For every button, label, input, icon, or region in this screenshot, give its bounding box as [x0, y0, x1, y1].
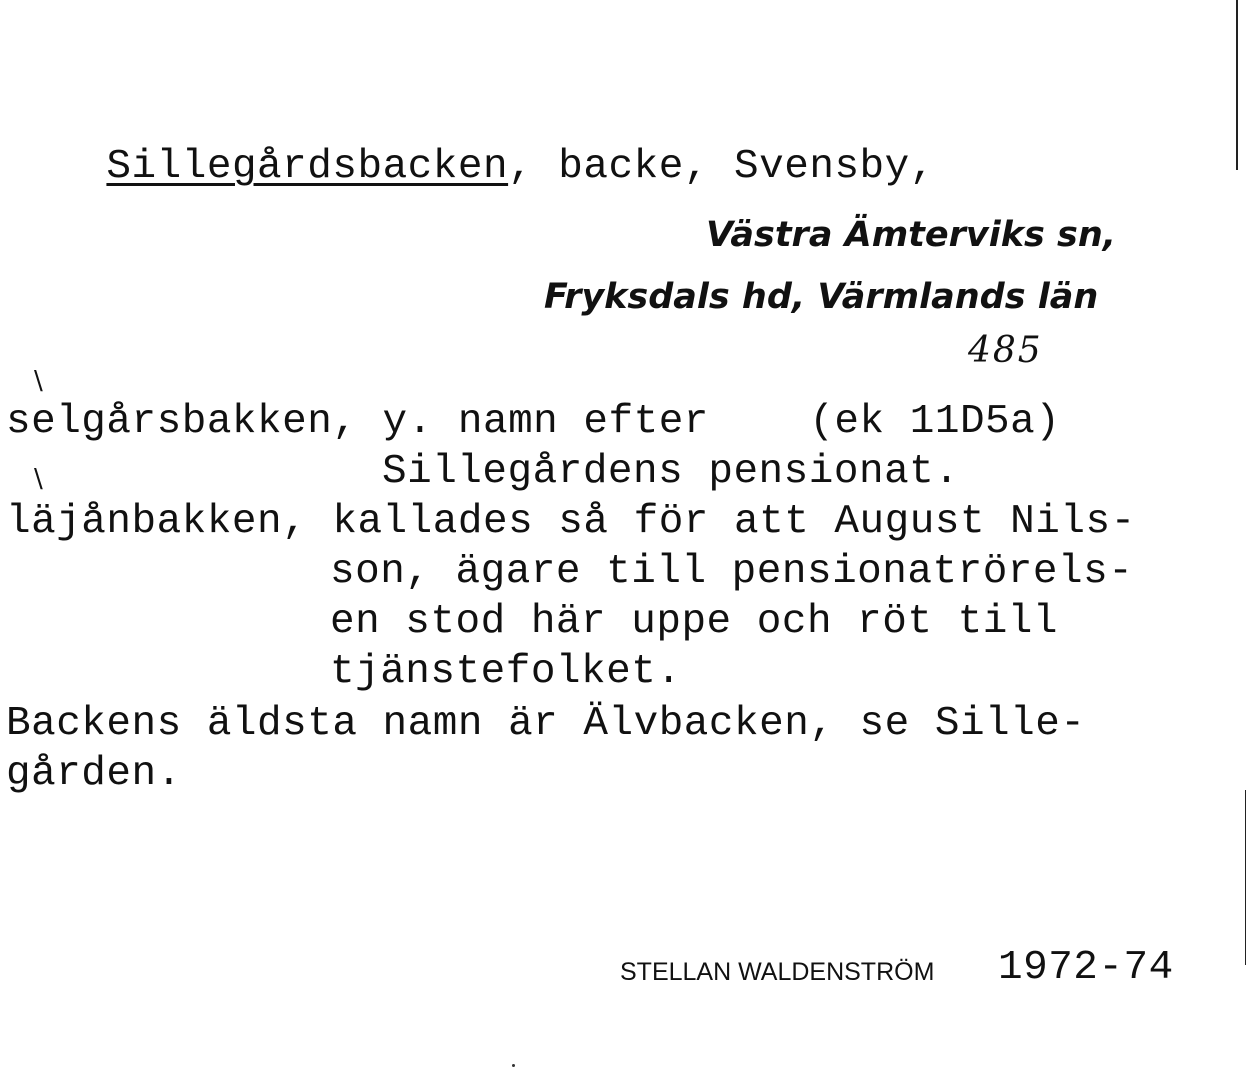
district-stamp: Fryksdals hd, Värmlands län — [544, 277, 1099, 317]
accent-mark: \ — [34, 464, 43, 494]
entry1-line1: selgårsbakken, y. namn efter (ek 11D5a) — [6, 399, 1061, 445]
card-number: 485 — [968, 330, 1043, 371]
place-name: Sillegårdsbacken — [106, 144, 509, 190]
entry2-line2: son, ägare till pensionatrörels- — [330, 549, 1134, 595]
paper-speck — [512, 1064, 515, 1067]
accent-mark: \ — [34, 366, 43, 396]
note-line1: Backens äldsta namn är Älvbacken, se Sille- — [6, 701, 1086, 747]
collector-name: STELLAN WALDENSTRÖM — [620, 958, 935, 986]
card-edge-line-bottom — [1245, 790, 1246, 965]
entry1-line2: Sillegårdens pensionat. — [382, 449, 960, 495]
entry2-line4: tjänstefolket. — [330, 649, 682, 695]
heading — [6, 106, 935, 229]
place-description: , backe, Svensby, — [508, 144, 935, 190]
note-line2: gården. — [6, 751, 182, 797]
card-edge-line-top — [1236, 0, 1238, 170]
entry2-line3: en stod här uppe och röt till — [330, 599, 1059, 645]
parish-stamp: Västra Ämterviks sn, — [706, 215, 1117, 255]
entry2-line1: läjånbakken, kallades så för att August Nils- — [6, 499, 1136, 545]
collection-years: 1972-74 — [998, 945, 1174, 991]
